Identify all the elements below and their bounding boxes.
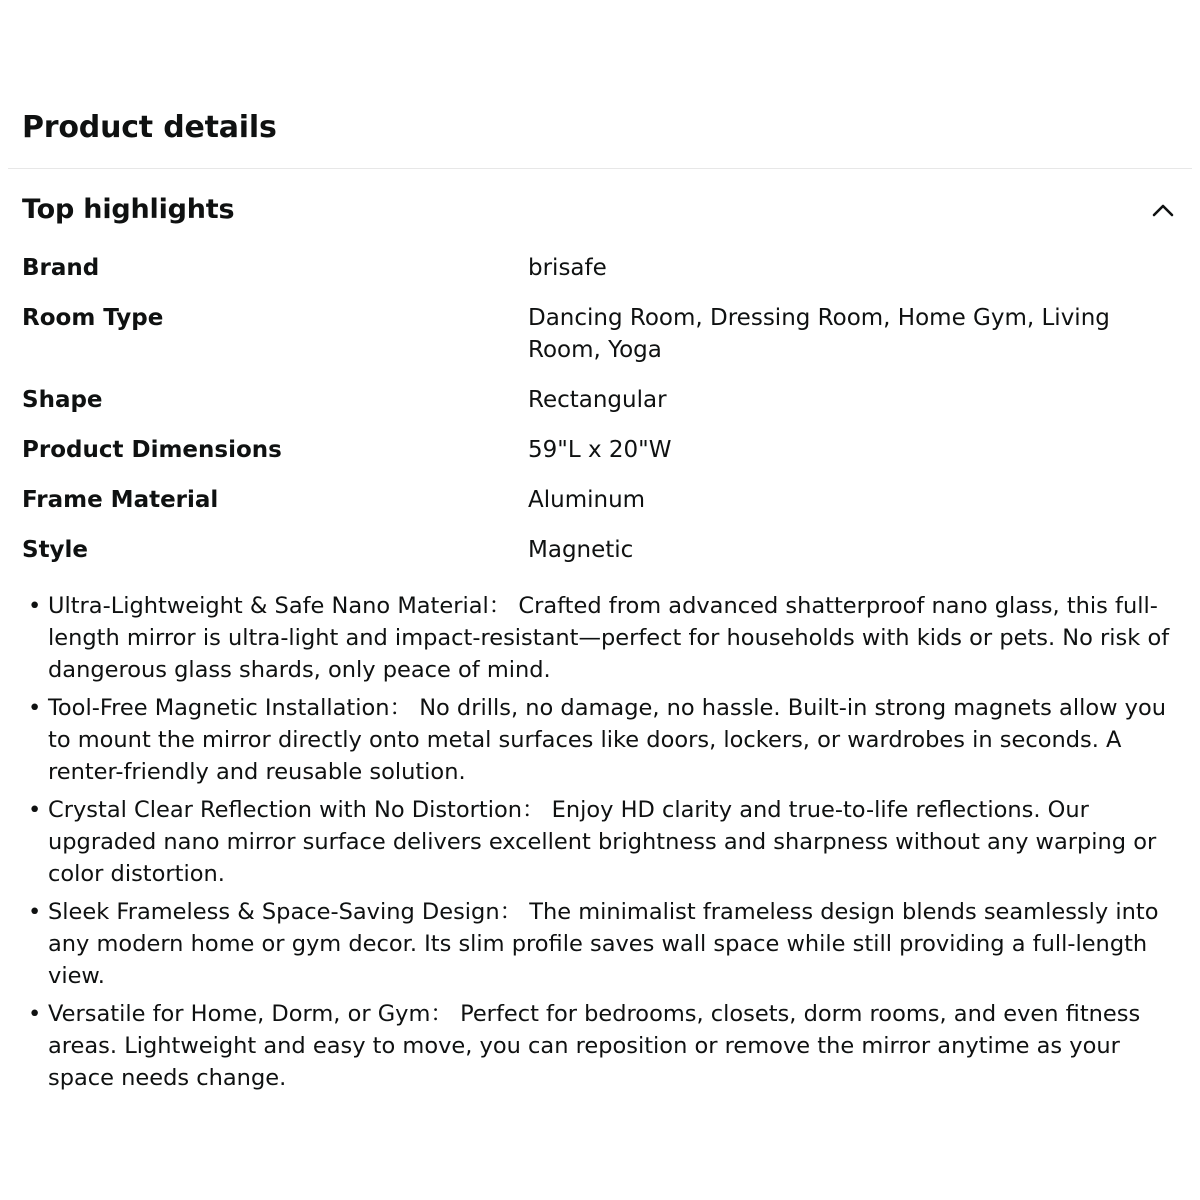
spec-label: Product Dimensions — [22, 437, 282, 463]
feature-bullet — [22, 998, 1182, 1094]
spec-value: Aluminum — [528, 487, 646, 513]
spec-label: Brand — [22, 255, 100, 281]
bullet-title: Crystal Clear Reflection with No Distortion： — [48, 797, 545, 823]
bullet-text: No drills, no damage, no hassle. Built-in strong magnets allow you to mount the mirror directly onto metal surfaces like doors, lockers, or wardrobes in seconds. A renter-friendly and reusable solution. — [48, 695, 1167, 785]
spec-row-shape — [22, 384, 1182, 416]
spec-label: Shape — [22, 387, 103, 413]
bullet-text: Crafted from advanced shatterproof nano glass, this full-length mirror is ultra-light and impact-resistant—perfect for households with kids or pets. No risk of dangerous glass shards, only peace of mind. — [48, 593, 1170, 683]
feature-bullet — [22, 896, 1182, 992]
spec-label: Frame Material — [22, 487, 219, 513]
bullet-text: The minimalist frameless design blends seamlessly into any modern home or gym decor. Its slim profile saves wall space while still providing a full-length view. — [48, 899, 1159, 989]
spec-value: Rectangular — [528, 387, 667, 413]
section-title: Top highlights — [22, 194, 235, 225]
spec-label: Style — [22, 537, 89, 563]
bullet-dot-icon: • — [28, 1001, 42, 1027]
chevron-up-icon[interactable] — [1148, 195, 1178, 225]
feature-bullet — [22, 590, 1182, 686]
bullet-title: Sleek Frameless & Space-Saving Design： — [48, 899, 523, 925]
spec-value: brisafe — [528, 255, 607, 281]
bullet-title: Ultra-Lightweight & Safe Nano Material： — [48, 593, 512, 619]
bullet-dot-icon: • — [28, 899, 42, 925]
bullet-text: Enjoy HD clarity and true-to-life reflections. Our upgraded nano mirror surface delivers excellent brightness and sharpness without any warping or color distortion. — [48, 797, 1157, 887]
spec-row-style — [22, 534, 1182, 566]
feature-bullet — [22, 794, 1182, 890]
feature-bullet-list — [22, 590, 1182, 1100]
spec-value: Magnetic — [528, 537, 634, 563]
page-title: Product details — [22, 110, 277, 145]
spec-row-frame-material — [22, 484, 1182, 516]
bullet-dot-icon: • — [28, 695, 42, 721]
feature-bullet — [22, 692, 1182, 788]
top-highlights-header[interactable] — [22, 190, 1182, 230]
bullet-text: Perfect for bedrooms, closets, dorm rooms, and even fitness areas. Lightweight and easy to move, you can reposition or remove the mirror anytime as your space needs change. — [48, 1001, 1141, 1091]
spec-value: 59"L x 20"W — [528, 437, 672, 463]
spec-row-product-dimensions — [22, 434, 1182, 466]
bullet-dot-icon: • — [28, 797, 42, 823]
spec-row-room-type — [22, 302, 1182, 366]
bullet-title: Versatile for Home, Dorm, or Gym： — [48, 1001, 453, 1027]
section-divider — [8, 168, 1192, 169]
spec-value: Dancing Room, Dressing Room, Home Gym, Living Room, Yoga — [528, 305, 1110, 363]
bullet-dot-icon: • — [28, 593, 42, 619]
spec-row-brand — [22, 252, 1182, 284]
spec-label: Room Type — [22, 305, 164, 331]
spec-table — [22, 252, 1182, 584]
bullet-title: Tool-Free Magnetic Installation： — [48, 695, 413, 721]
